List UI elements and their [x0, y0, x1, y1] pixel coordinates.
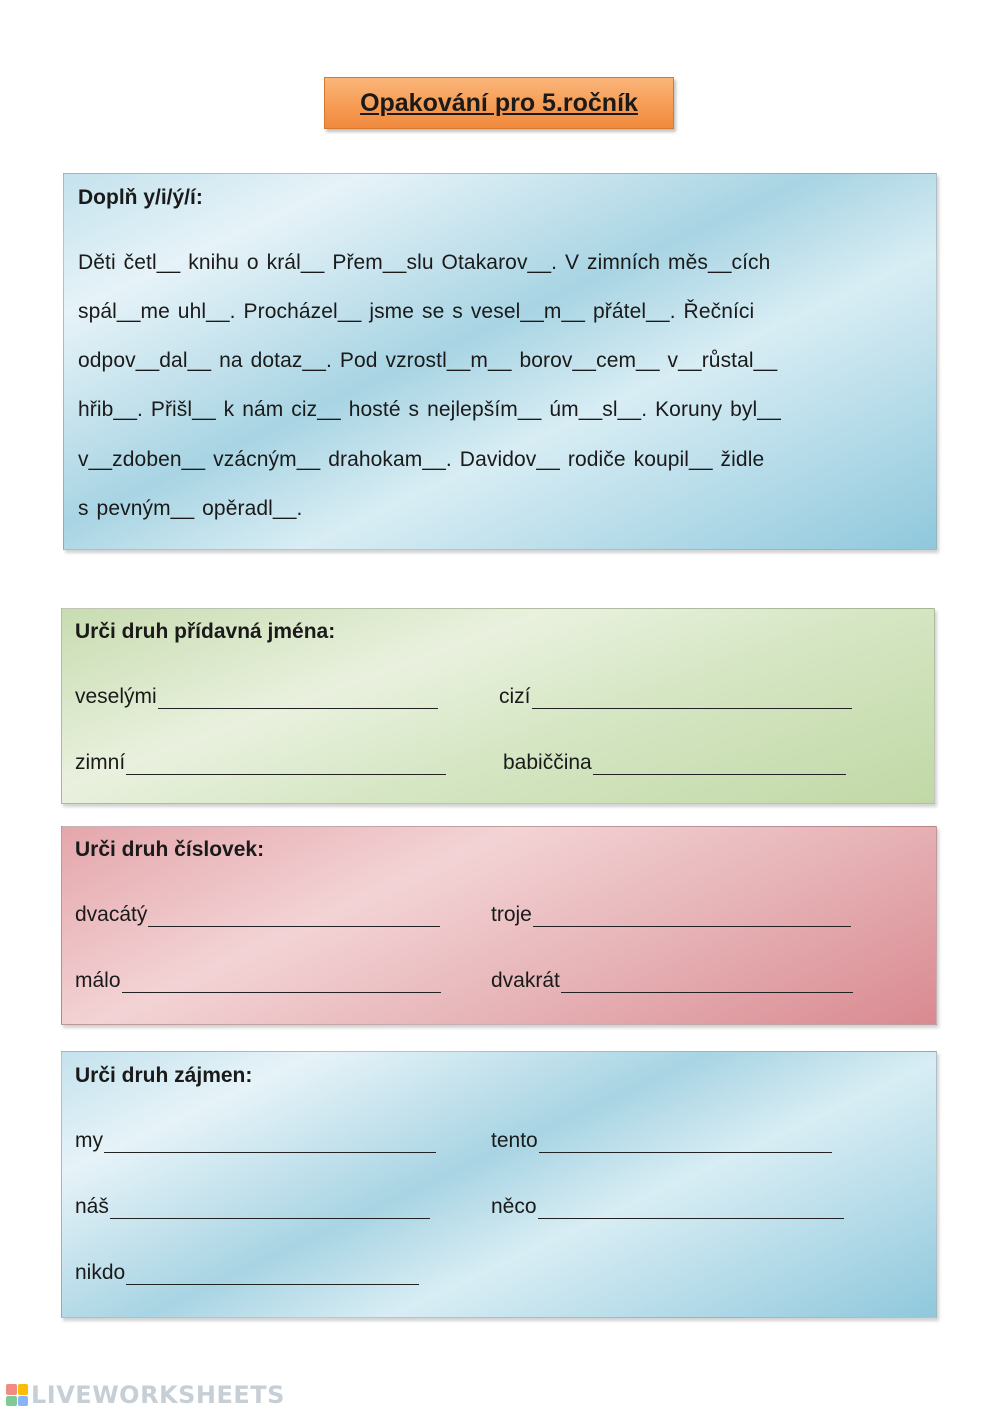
answer-blank[interactable]	[539, 1130, 832, 1153]
adjective-field[interactable]	[503, 751, 846, 775]
answer-blank[interactable]	[104, 1130, 436, 1153]
field-label: dvakrát	[491, 969, 560, 992]
answer-blank[interactable]	[148, 904, 440, 927]
answer-blank[interactable]	[532, 686, 852, 709]
answer-blank[interactable]	[158, 686, 438, 709]
answer-blank[interactable]	[593, 752, 846, 775]
fill-in-panel	[63, 173, 937, 550]
adjectives-panel	[61, 608, 935, 804]
logo-text: LIVEWORKSHEETS	[31, 1381, 285, 1409]
text-line: hřib__. Přišl__ k nám ciz__ hosté s nejlepším__ úm__sl__. Koruny byl__	[78, 398, 781, 421]
adjective-field[interactable]	[75, 751, 446, 775]
numerals-panel	[61, 826, 937, 1025]
text-line: spál__me uhl__. Procházel__ jsme se s vesel__m__ přátel__. Řečníci	[78, 300, 755, 323]
pronoun-field[interactable]	[75, 1261, 419, 1285]
answer-blank[interactable]	[126, 1262, 419, 1285]
pronouns-heading: Urči druh zájmen:	[75, 1064, 253, 1087]
pronoun-field[interactable]	[75, 1195, 430, 1219]
adjective-field[interactable]	[499, 685, 852, 709]
numeral-field[interactable]	[491, 903, 851, 927]
text-line: odpov__dal__ na dotaz__. Pod vzrostl__m__ borov__cem__ v__růstal__	[78, 349, 778, 372]
field-label: tento	[491, 1129, 538, 1152]
pronoun-field[interactable]	[491, 1195, 844, 1219]
adjective-field[interactable]	[75, 685, 438, 709]
field-label: nikdo	[75, 1261, 126, 1284]
field-label: babiččina	[503, 751, 592, 774]
pronoun-field[interactable]	[491, 1129, 832, 1153]
numeral-field[interactable]	[491, 969, 853, 993]
liveworksheets-logo[interactable]	[6, 1381, 285, 1409]
answer-blank[interactable]	[561, 970, 853, 993]
field-label: zimní	[75, 751, 126, 774]
field-label: my	[75, 1129, 103, 1152]
numerals-heading: Urči druh číslovek:	[75, 838, 265, 861]
text-line: v__zdoben__ vzácným__ drahokam__. Davidov__ rodiče koupil__ židle	[78, 448, 765, 471]
field-label: dvacátý	[75, 903, 148, 926]
answer-blank[interactable]	[110, 1196, 430, 1219]
field-label: veselými	[75, 685, 157, 708]
field-label: náš	[75, 1195, 109, 1218]
field-label: málo	[75, 969, 121, 992]
answer-blank[interactable]	[533, 904, 851, 927]
answer-blank[interactable]	[122, 970, 441, 993]
fill-in-heading: Doplň y/i/ý/í:	[78, 186, 203, 209]
title-box	[324, 77, 674, 129]
field-label: troje	[491, 903, 532, 926]
page-title: Opakování pro 5.ročník	[360, 88, 638, 117]
field-label: cizí	[499, 685, 531, 708]
answer-blank[interactable]	[538, 1196, 844, 1219]
adjectives-heading: Urči druh přídavná jména:	[75, 620, 336, 643]
pronoun-field[interactable]	[75, 1129, 436, 1153]
liveworksheets-logo-icon	[6, 1384, 28, 1406]
answer-blank[interactable]	[126, 752, 446, 775]
text-line: s pevným__ opěradl__.	[78, 497, 303, 520]
numeral-field[interactable]	[75, 969, 441, 993]
numeral-field[interactable]	[75, 903, 440, 927]
pronouns-panel	[61, 1051, 937, 1318]
field-label: něco	[491, 1195, 537, 1218]
text-line: Děti četl__ knihu o král__ Přem__slu Otakarov__. V zimních měs__cích	[78, 251, 771, 274]
